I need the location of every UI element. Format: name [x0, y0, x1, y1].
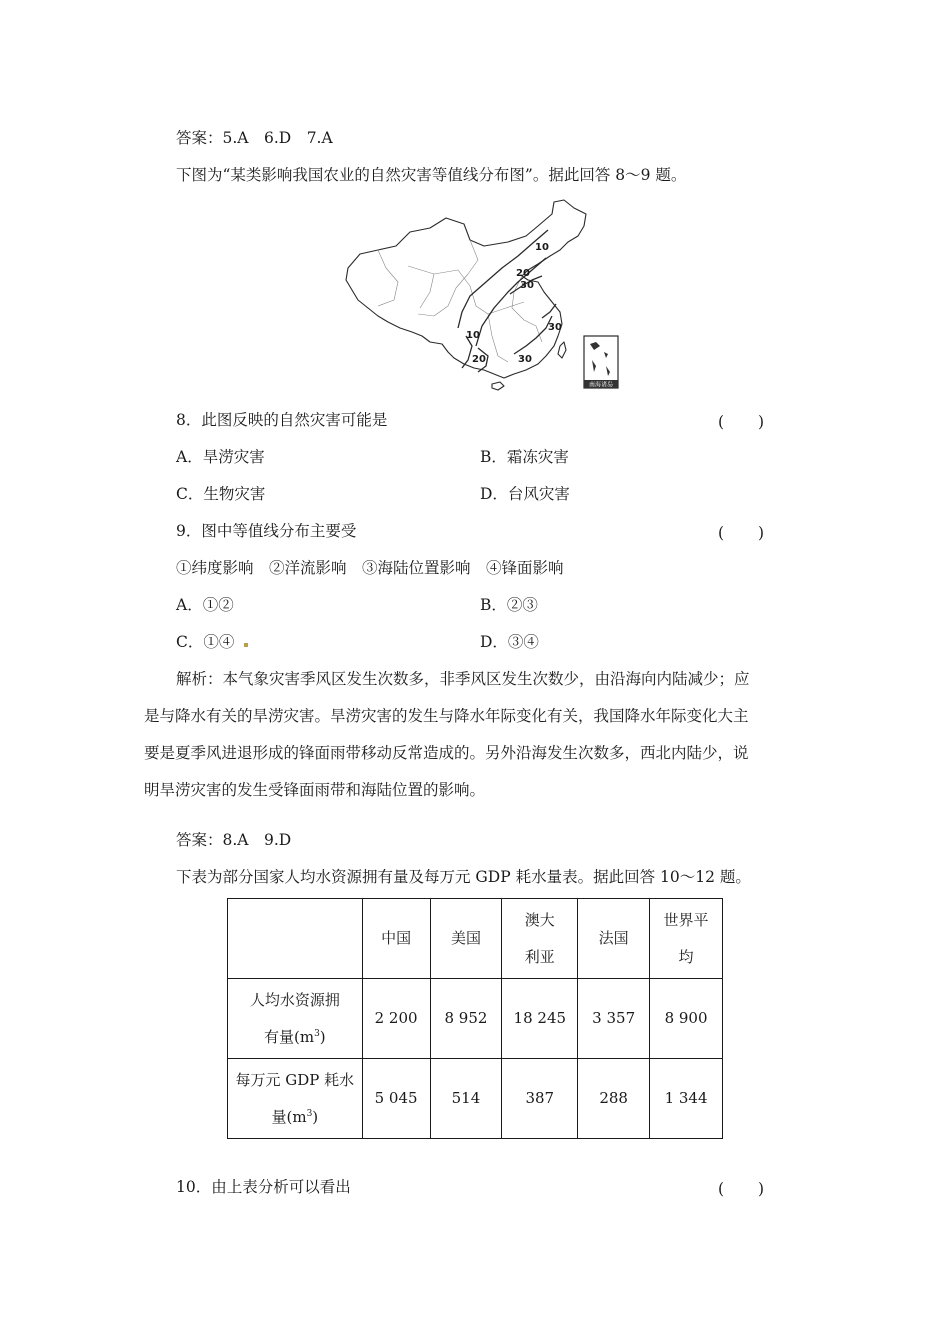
answer-5-7: 答案：5.A 6.D 7.A: [176, 129, 333, 147]
table-cell: 5 045: [362, 1059, 430, 1139]
q9-stem: 9．图中等值线分布主要受: [176, 522, 357, 540]
answer-8-9: 答案：8.A 9.D: [176, 831, 292, 849]
table-row-label: 每万元 GDP 耗水 量$(m^3)$: [228, 1059, 363, 1139]
decorative-dot: [244, 643, 248, 647]
table-header-cell: 美国: [430, 899, 502, 979]
q10-stem: 10．由上表分析可以看出: [176, 1178, 351, 1196]
q9-option-d: D．③④: [480, 633, 539, 651]
hainan-island: [492, 382, 504, 390]
table-header-cell: 法国: [578, 899, 650, 979]
q8-stem: 8．此图反映的自然灾害可能是: [176, 411, 388, 429]
q9-items: ①纬度影响 ②洋流影响 ③海陆位置影响 ④锋面影响: [176, 559, 564, 577]
isoline-20-north: [476, 258, 546, 346]
table-header-cell: 中国: [362, 899, 430, 979]
analysis-line-2: 是与降水有关的旱涝灾害。旱涝灾害的发生与降水年际变化有关，我国降水年际变化大主: [144, 707, 749, 725]
table-cell: 288: [578, 1059, 650, 1139]
q8-option-d: D．台风灾害: [480, 485, 570, 503]
q8-option-b: B．霜冻灾害: [480, 448, 569, 466]
analysis-line-4: 明旱涝灾害的发生受锋面雨带和海陆位置的影响。: [144, 781, 486, 799]
q8-option-a: A．旱涝灾害: [176, 448, 265, 466]
table-cell: 18 245: [502, 979, 578, 1059]
table-header-cell: 澳大 利亚: [502, 899, 578, 979]
q9-option-b: B．②③: [480, 596, 538, 614]
taiwan-island: [558, 342, 566, 358]
table-row: [228, 979, 723, 1059]
isoline-label: 10: [535, 242, 549, 253]
water-resources-table: [227, 898, 723, 1139]
table-cell: 3 357: [578, 979, 650, 1059]
analysis-line-1: 解析：本气象灾害季风区发生次数多，非季风区发生次数少，由沿海向内陆减少；应: [176, 670, 750, 688]
table-header-row: [228, 899, 723, 979]
isoline-label: 20: [516, 268, 530, 279]
intro-8-9: 下图为“某类影响我国农业的自然灾害等值线分布图”。据此回答 8～9 题。: [176, 166, 687, 184]
isoline-30-south: [514, 316, 552, 354]
isoline-label: 20: [472, 354, 486, 365]
china-outline: [346, 200, 586, 378]
intro-10-12: 下表为部分国家人均水资源拥有量及每万元 GDP 耗水量表。据此回答 10～12 题。: [176, 868, 751, 886]
analysis-line-3: 要是夏季风进退形成的锋面雨带移动反常造成的。另外沿海发生次数多，西北内陆少，说: [144, 744, 749, 762]
table-cell: 1 344: [650, 1059, 723, 1139]
q9-answer-bracket: ( ): [718, 524, 766, 542]
q9-option-c: C．①④: [176, 633, 235, 651]
table-header-cell: 世界平 均: [650, 899, 723, 979]
isoline-30-east: [542, 304, 556, 318]
china-disaster-isoline-map: [338, 196, 634, 394]
table-cell: 8 952: [430, 979, 502, 1059]
q8-option-c: C．生物灾害: [176, 485, 266, 503]
table-row: [228, 1059, 723, 1139]
isoline-label: 30: [548, 322, 562, 333]
isoline-label: 30: [518, 354, 532, 365]
isoline-label: 30: [520, 280, 534, 291]
isoline-label: 10: [466, 330, 480, 341]
table-header-cell: [228, 899, 363, 979]
q8-answer-bracket: ( ): [718, 413, 766, 431]
inset-caption: 南海诸岛: [588, 381, 614, 389]
q9-option-a: A．①②: [176, 596, 234, 614]
table-cell: 387: [502, 1059, 578, 1139]
q10-answer-bracket: ( ): [718, 1180, 766, 1198]
table-row-label: 人均水资源拥 有量$(m^3)$: [228, 979, 363, 1059]
table-cell: 514: [430, 1059, 502, 1139]
south-china-sea-inset: [584, 336, 618, 389]
table-cell: 2 200: [362, 979, 430, 1059]
table-cell: 8 900: [650, 979, 723, 1059]
